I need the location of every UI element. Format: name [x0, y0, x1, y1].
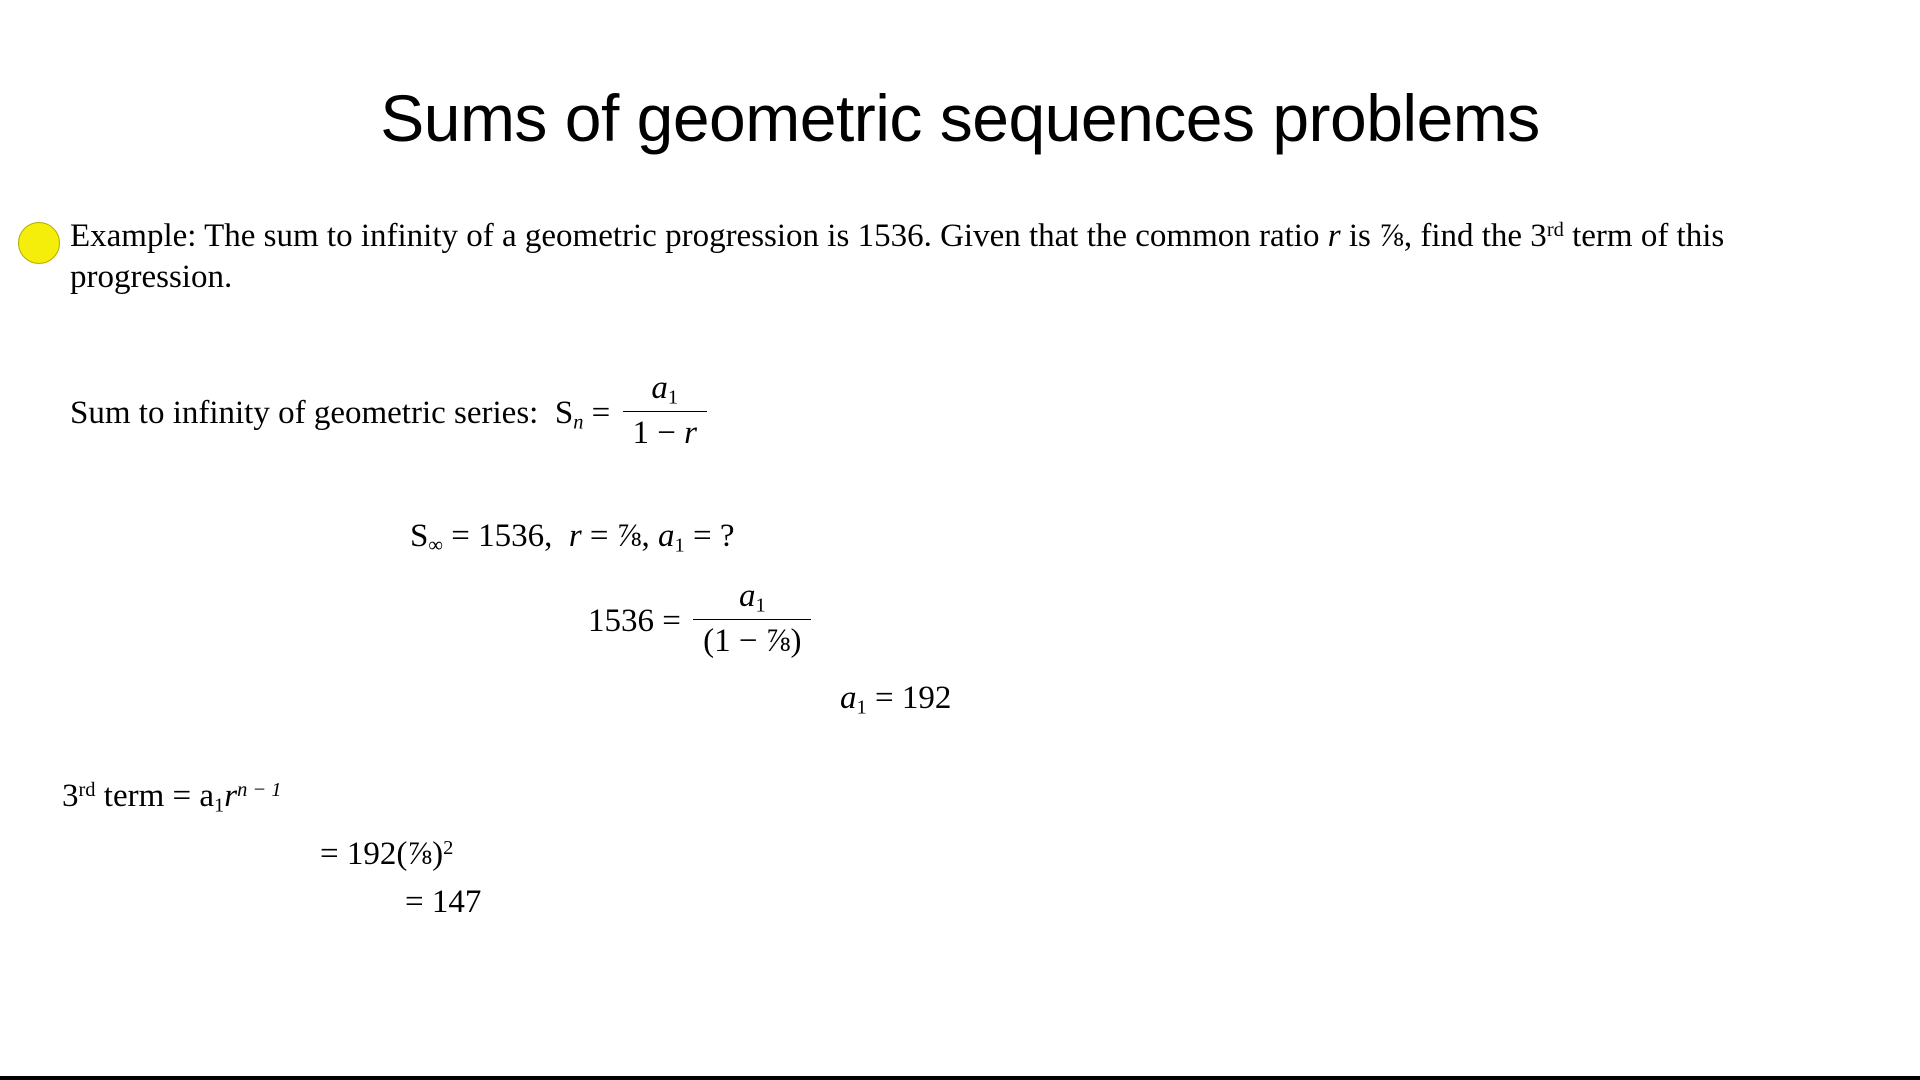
third-term-step2-exponent: 2 — [443, 836, 454, 859]
formula-label: Sum to infinity of geometric series: — [70, 394, 539, 431]
third-term-exponent: n − 1 — [237, 778, 282, 801]
formula-row — [70, 370, 711, 452]
given-values-row: $S_\infty = 1536$, r = ⅞, $a_1$ = ? — [410, 518, 735, 557]
example-problem-text — [70, 216, 1810, 298]
substitution-denominator: (1 − ⅞) — [703, 623, 802, 660]
third-term-prefix: 3 — [62, 778, 79, 814]
third-term-sub: 1 — [214, 794, 225, 817]
substitution-row — [588, 578, 815, 660]
given-a-sub: 1 — [674, 534, 685, 557]
substitution-numerator — [693, 578, 811, 620]
example-ordinal: rd — [1546, 218, 1564, 241]
result-a1-row — [840, 680, 951, 720]
formula-numerator-symbol: a — [651, 370, 668, 406]
formula-lhs-sub: n — [573, 411, 584, 434]
example-text-part2: is ⅞, find the 3 — [1340, 218, 1547, 254]
third-term-answer-row — [405, 884, 481, 921]
substitution-numerator-sub: 1 — [755, 594, 766, 617]
third-term-rest: term = a — [95, 778, 215, 814]
third-term-row — [62, 778, 282, 818]
third-term-r: r — [224, 778, 238, 814]
third-term-answer: = 147 — [405, 884, 482, 920]
given-r-value: ⅞, — [616, 518, 650, 554]
formula-fraction — [623, 370, 707, 452]
result-a1-value: = 192 — [874, 680, 952, 716]
substitution-fraction — [693, 578, 811, 660]
third-term-step2: = 192(⅞) — [320, 836, 444, 872]
example-ratio-symbol: r — [1327, 218, 1341, 254]
substitution-numerator-symbol: a — [738, 578, 756, 614]
formula-equals: = — [591, 394, 611, 431]
given-s-sub: ∞ — [428, 534, 443, 557]
third-term-ordinal: rd — [78, 778, 96, 801]
substitution-lhs: 1536 = — [588, 602, 681, 639]
given-s-value: 1536, — [478, 518, 553, 554]
result-a1-sub: 1 — [856, 696, 867, 719]
bottom-divider — [0, 1076, 1920, 1080]
given-a-value: ? — [719, 518, 735, 554]
third-term-step2-row — [320, 836, 453, 873]
example-text-part3: term of this progression. — [70, 218, 1725, 295]
given-r-symbol: r — [568, 518, 582, 554]
bullet-marker-icon — [18, 222, 60, 264]
page-title: Sums of geometric sequences problems — [380, 81, 1540, 155]
formula-numerator — [623, 370, 707, 412]
given-a-symbol: a — [658, 518, 675, 554]
given-s-symbol: S — [410, 518, 429, 554]
result-a1-symbol: a — [840, 680, 857, 716]
formula-denominator: 1 − r — [632, 415, 698, 452]
example-text-part1: Example: The sum to infinity of a geometric progression is 1536. Given that the common ratio — [70, 218, 1328, 254]
formula-numerator-sub: 1 — [667, 386, 679, 409]
formula-lhs: S — [554, 394, 574, 431]
